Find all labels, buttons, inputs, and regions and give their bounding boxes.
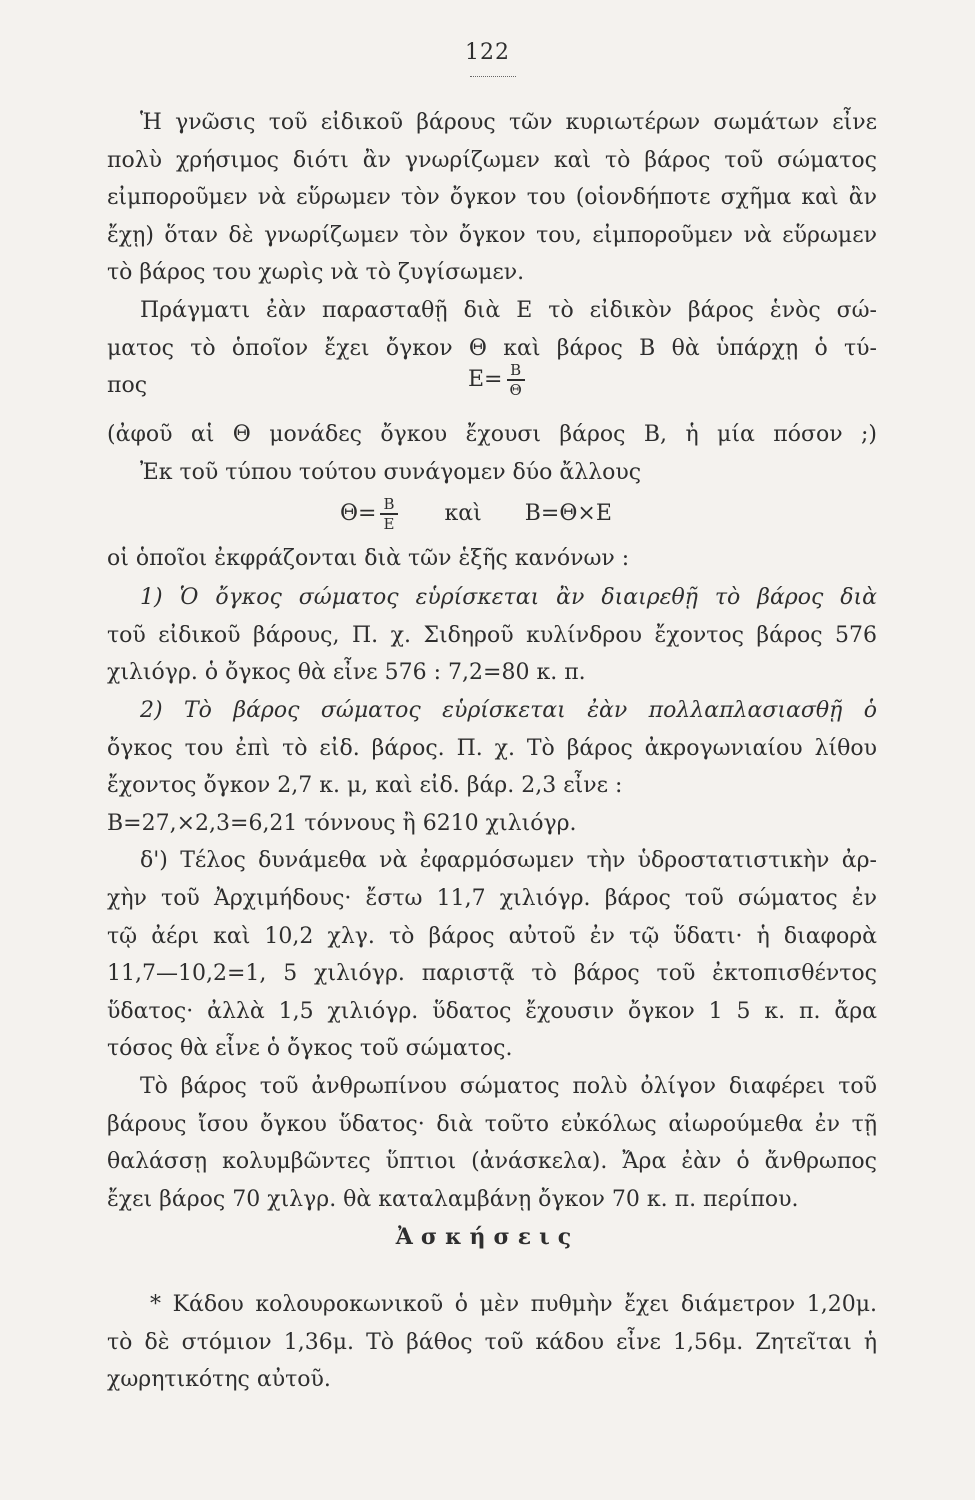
text-line: τὸ βάρος του χωρὶς νὰ τὸ ζυγίσωμεν. (107, 260, 525, 285)
section-heading: Ἀσκήσεις (395, 1224, 580, 1250)
text-line: χὴν τοῦ Ἀρχιμήδους· ἔστω 11,7 χιλιόγρ. βάρος τοῦ σώματος ἐν (107, 886, 877, 911)
text-line: τῷ ἀέρι καὶ 10,2 χλγ. τὸ βάρος αὐτοῦ ἐν τῷ ὕδατι· ἡ διαφορὰ (107, 924, 877, 949)
text-line: * Κάδου κολουροκωνικοῦ ὁ μὲν πυθμὴν ἔχει διάμετρον 1,20μ. (150, 1292, 877, 1317)
formula-specific-weight (468, 362, 529, 398)
fraction-numerator: Β (510, 361, 522, 379)
formula-conjunction: καὶ (444, 501, 482, 526)
text-line: 2) Τὸ βάρος σώματος εὑρίσκεται ἐὰν πολλαπλασιασθῇ ὁ (140, 698, 877, 723)
text-line: τόσος θὰ εἶνε ὁ ὄγκος τοῦ σώματος. (107, 1036, 513, 1061)
text-line: ἔχοντος ὄγκον 2,7 κ. μ, καὶ εἰδ. βάρ. 2,3 εἶνε : (107, 773, 623, 798)
formula-lhs: Ε= (468, 367, 503, 392)
formula-lhs: Θ= (340, 501, 377, 526)
text-line: ἔχει βάρος 70 χιλγρ. θὰ καταλαμβάνῃ ὄγκον 70 κ. π. περίπου. (107, 1187, 799, 1212)
formula-volume-weight (340, 496, 612, 532)
text-line: ὕδατος· ἀλλὰ 1,5 χιλιόγρ. ὕδατος ἔχουσιν ὄγκον 1 5 κ. π. ἄρα (107, 999, 877, 1024)
text-line: 1) Ὁ ὄγκος σώματος εὑρίσκεται ἂν διαιρεθῇ τὸ βάρος διὰ (140, 585, 877, 610)
formula-rhs: Β=Θ×Ε (524, 501, 612, 526)
text-line: (ἀφοῦ αἱ Θ μονάδες ὄγκου ἔχουσι βάρος Β, ἡ μία πόσον ;) (107, 422, 877, 447)
formula-prefix: πος (107, 373, 148, 398)
text-line: Τὸ βάρος τοῦ ἀνθρωπίνου σώματος πολὺ ὀλίγον διαφέρει τοῦ (140, 1074, 877, 1099)
text-line: ματος τὸ ὁποῖον ἔχει ὄγκον Θ καὶ βάρος Β θὰ ὑπάρχῃ ὁ τύ- (107, 336, 877, 361)
fraction-numerator: Β (383, 495, 395, 513)
fraction-denominator: Θ (509, 381, 522, 399)
page-number-rule (470, 76, 516, 77)
text-line: Ἐκ τοῦ τύπου τούτου συνάγομεν δύο ἄλλους (140, 460, 642, 485)
text-line: Πράγματι ἐὰν παρασταθῇ διὰ Ε τὸ εἰδικὸν βάρος ἑνὸς σώ- (140, 298, 877, 323)
fraction-denominator: Ε (383, 515, 395, 533)
fraction (507, 362, 525, 398)
text-line: βάρους ἴσου ὄγκου ὕδατος· διὰ τοῦτο εὐκόλως αἰωρούμεθα ἐν τῇ (107, 1112, 877, 1137)
text-line: εἰμποροῦμεν νὰ εὕρωμεν τὸν ὄγκον του (οἱονδήποτε σχῆμα καὶ ἂν (107, 185, 877, 210)
text-line: χιλιόγρ. ὁ ὄγκος θὰ εἶνε 576 : 7,2=80 κ. π. (107, 660, 586, 685)
text-line: τοῦ εἰδικοῦ βάρους, Π. χ. Σιδηροῦ κυλίνδρου ἔχοντος βάρος 576 (107, 623, 877, 648)
text-line: πολὺ χρήσιμος διότι ἂν γνωρίζωμεν καὶ τὸ βάρος τοῦ σώματος (107, 148, 877, 173)
text-line: Β=27,×2,3=6,21 τόννους ἢ 6210 χιλιόγρ. (107, 811, 577, 836)
text-line: τὸ δὲ στόμιον 1,36μ. Τὸ βάθος τοῦ κάδου εἶνε 1,56μ. Ζητεῖται ἡ (107, 1330, 877, 1355)
text-line: θαλάσσῃ κολυμβῶντες ὕπτιοι (ἀνάσκελα). Ἄρα ἐὰν ὁ ἄνθρωπος (107, 1149, 877, 1174)
text-line: 11,7—10,2=1, 5 χιλιόγρ. παριστᾷ τὸ βάρος τοῦ ἐκτοπισθέντος (107, 961, 877, 986)
text-line: χωρητικότης αὐτοῦ. (107, 1367, 331, 1392)
text-line: δ') Τέλος δυνάμεθα νὰ ἐφαρμόσωμεν τὴν ὑδροστατιστικὴν ἀρ- (140, 848, 877, 873)
text-line: ἔχῃ) ὅταν δὲ γνωρίζωμεν τὸν ὄγκον του, εἰμποροῦμεν νὰ εὕρωμεν (107, 223, 877, 248)
text-line: ὄγκος του ἐπὶ τὸ εἰδ. βάρος. Π. χ. Τὸ βάρος ἀκρογωνιαίου λίθου (107, 736, 877, 761)
page-number: 122 (465, 40, 510, 65)
text-line: Ἡ γνῶσις τοῦ εἰδικοῦ βάρους τῶν κυριωτέρων σωμάτων εἶνε (140, 110, 877, 135)
text-line: οἱ ὁποῖοι ἐκφράζονται διὰ τῶν ἑξῆς κανόνων : (107, 546, 630, 571)
fraction (380, 496, 397, 532)
